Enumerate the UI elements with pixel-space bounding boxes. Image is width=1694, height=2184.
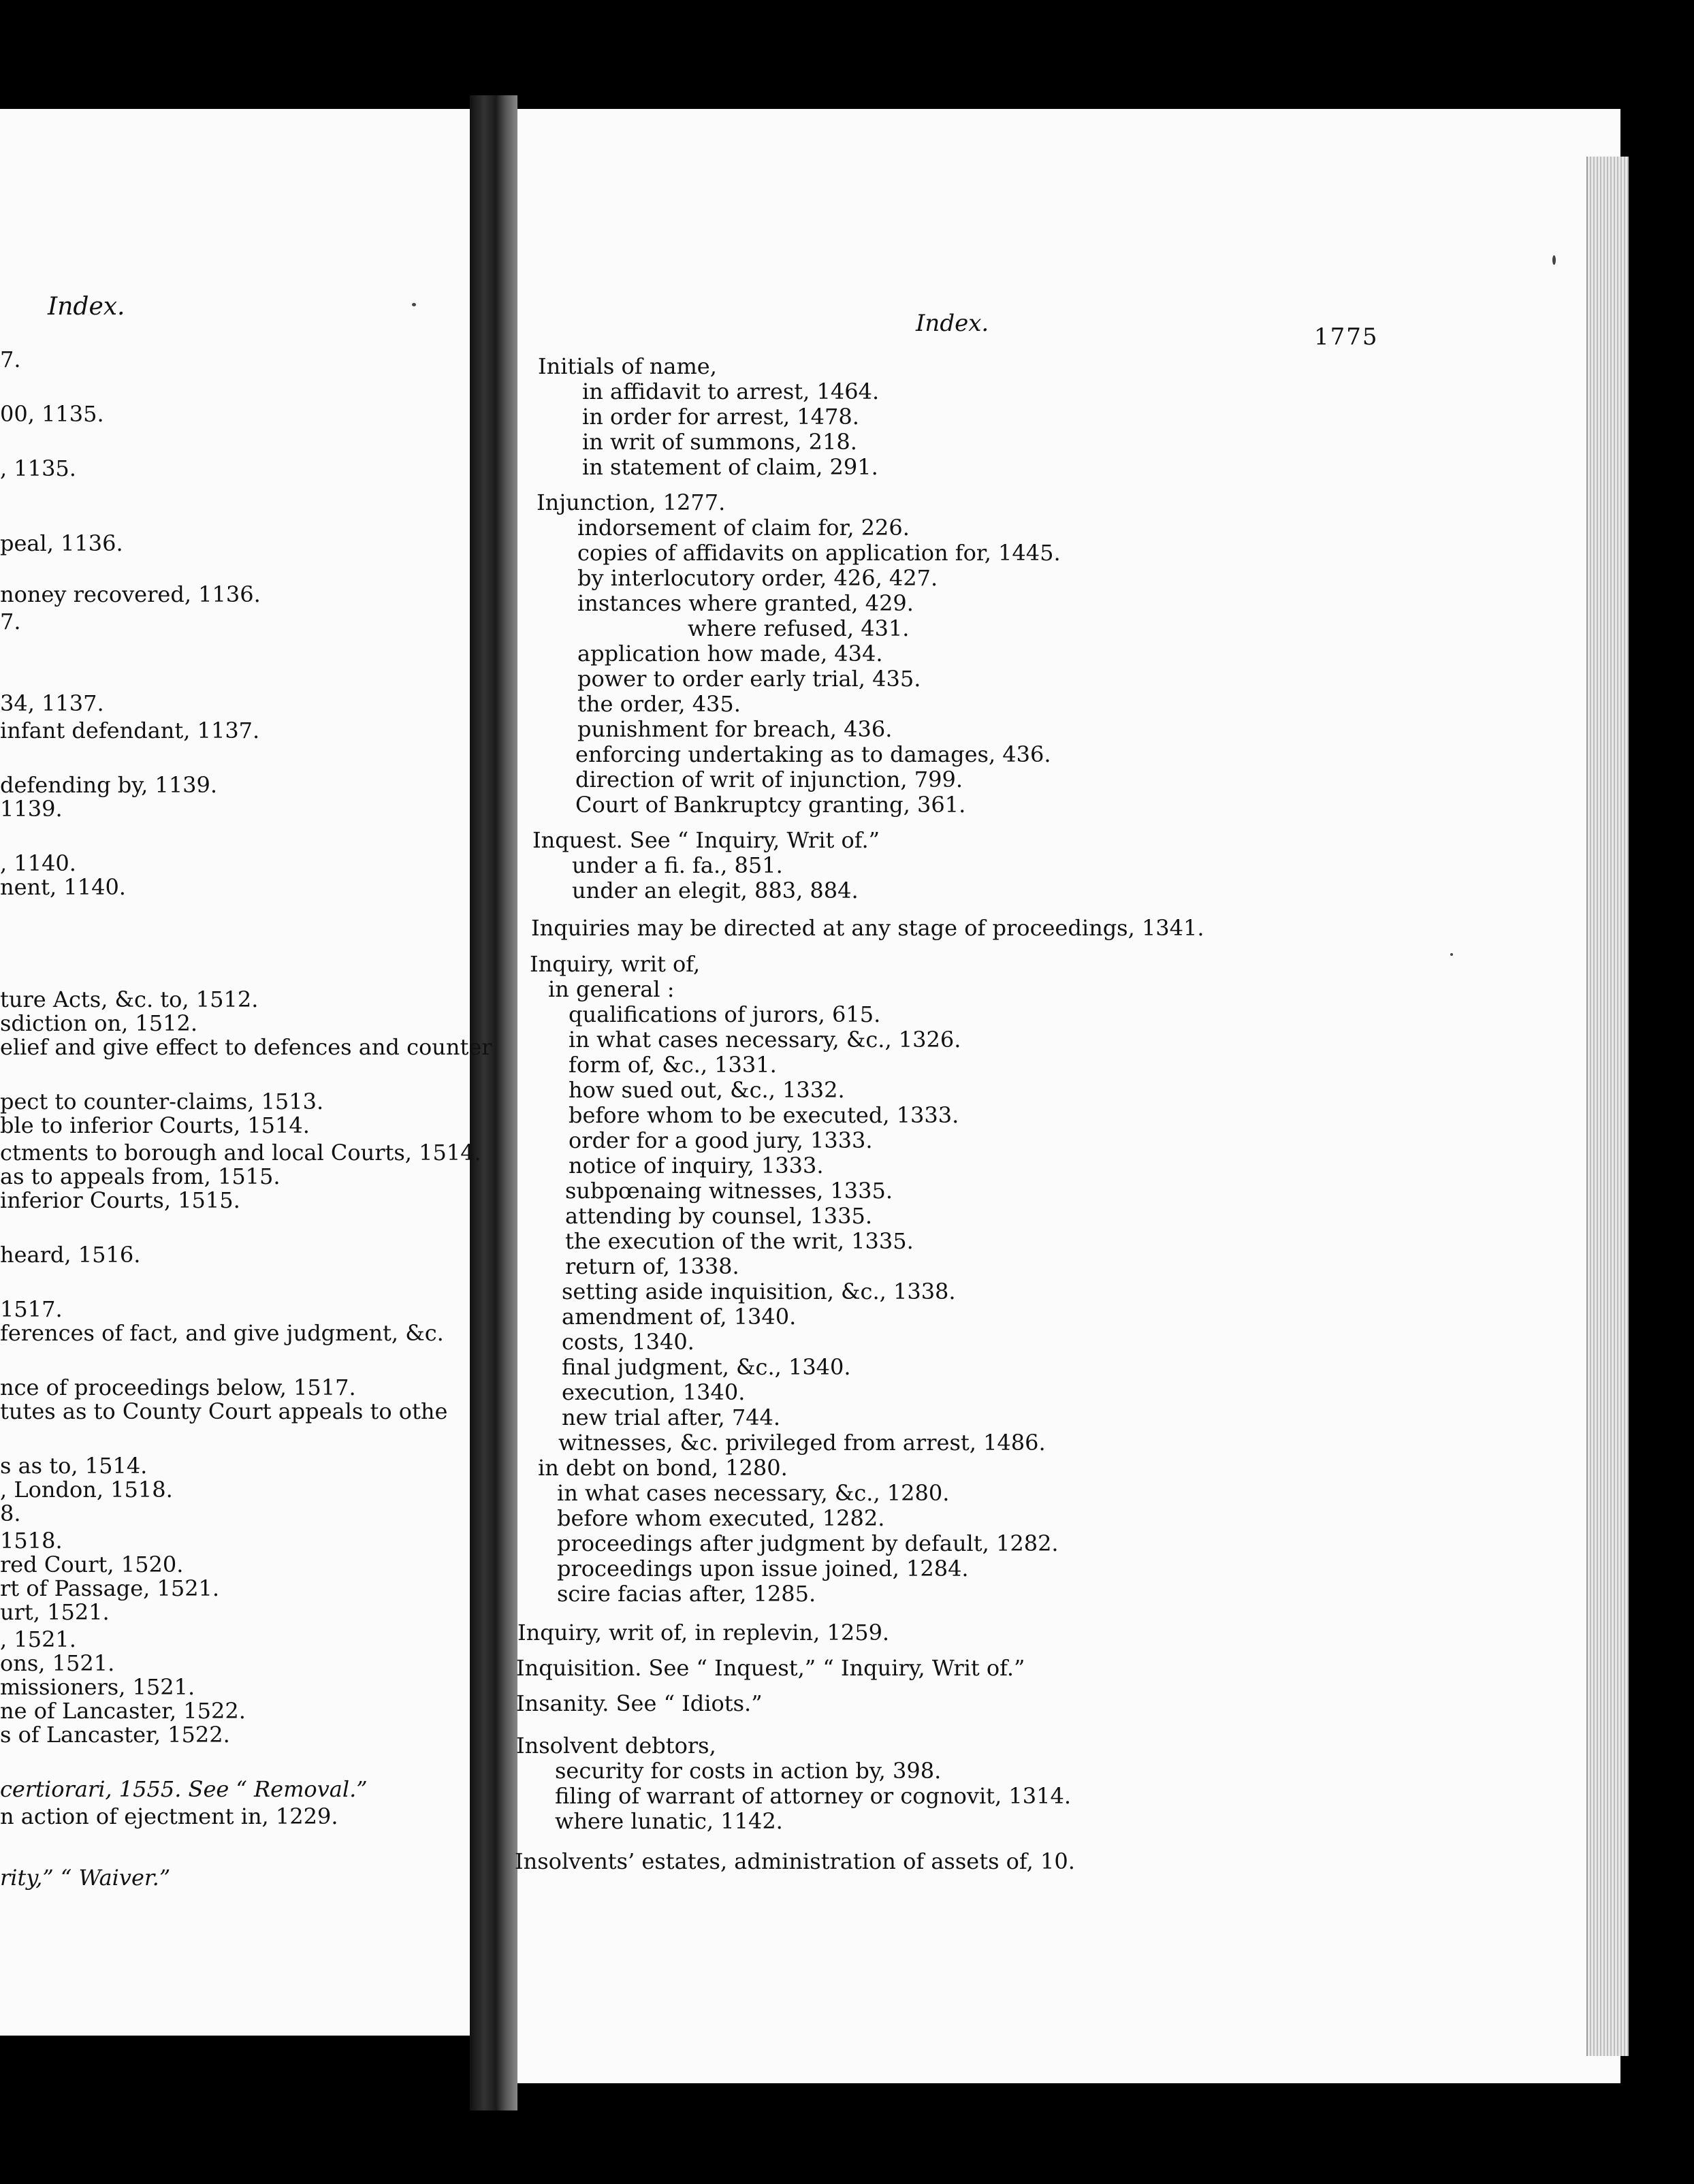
index-subentry: by interlocutory order, 426, 427. xyxy=(577,565,938,591)
index-line: ctments to borough and local Courts, 1514. xyxy=(0,1140,481,1166)
index-line: , 1521. xyxy=(0,1626,76,1652)
index-subentry: in what cases necessary, &c., 1326. xyxy=(569,1027,961,1053)
page-number: 1775 xyxy=(1314,323,1379,351)
index-line: , 1135. xyxy=(0,455,76,481)
index-subentry: security for costs in action by, 398. xyxy=(555,1758,942,1784)
index-line: sdiction on, 1512. xyxy=(0,1010,198,1036)
index-line: elief and give effect to defences and counter xyxy=(0,1034,492,1060)
index-subentry: in affidavit to arrest, 1464. xyxy=(582,379,880,404)
index-subentry: witnesses, &c. privileged from arrest, 1486. xyxy=(558,1430,1046,1456)
index-line: ne of Lancaster, 1522. xyxy=(0,1698,246,1724)
index-subentry: in statement of claim, 291. xyxy=(582,454,878,480)
index-heading: Inquiry, writ of, xyxy=(530,951,701,977)
index-subentry: the order, 435. xyxy=(577,691,741,717)
print-fleck xyxy=(1450,953,1453,956)
index-line: rt of Passage, 1521. xyxy=(0,1575,220,1601)
index-line: peal, 1136. xyxy=(0,530,123,556)
index-subentry: final judgment, &c., 1340. xyxy=(562,1354,851,1380)
index-subentry: power to order early trial, 435. xyxy=(577,666,921,692)
index-line: , London, 1518. xyxy=(0,1477,173,1503)
index-line: 7. xyxy=(0,347,21,372)
index-line: noney recovered, 1136. xyxy=(0,581,261,607)
index-subentry: Court of Bankruptcy granting, 361. xyxy=(575,792,966,818)
index-line: 00, 1135. xyxy=(0,401,104,427)
index-heading: Inquest. See “ Inquiry, Writ of.” xyxy=(532,827,880,853)
page-edges xyxy=(1586,157,1629,2056)
index-heading: Inquiries may be directed at any stage of proceedings, 1341. xyxy=(531,915,1204,941)
index-line: 1139. xyxy=(0,796,63,822)
index-subentry: in what cases necessary, &c., 1280. xyxy=(557,1480,950,1506)
index-heading: Insolvent debtors, xyxy=(516,1733,716,1759)
index-line: 1518. xyxy=(0,1528,63,1554)
index-line: red Court, 1520. xyxy=(0,1552,184,1577)
index-subentry: in writ of summons, 218. xyxy=(582,429,857,455)
index-subentry: under an elegit, 883, 884. xyxy=(572,878,859,903)
index-line: infant defendant, 1137. xyxy=(0,718,260,743)
left-running-header: Index. xyxy=(48,293,125,321)
index-line: ble to inferior Courts, 1514. xyxy=(0,1112,310,1138)
index-line: s as to, 1514. xyxy=(0,1453,148,1479)
index-line: defending by, 1139. xyxy=(0,772,218,798)
index-subentry: setting aside inquisition, &c., 1338. xyxy=(562,1279,956,1304)
index-line: 8. xyxy=(0,1500,21,1526)
index-subentry: before whom executed, 1282. xyxy=(557,1505,885,1531)
index-subentry: in order for arrest, 1478. xyxy=(582,404,859,430)
index-subentry: punishment for breach, 436. xyxy=(577,716,893,742)
index-subheading: in debt on bond, 1280. xyxy=(538,1455,788,1481)
index-heading: Insanity. See “ Idiots.” xyxy=(516,1690,763,1716)
index-line: 34, 1137. xyxy=(0,690,104,716)
index-subentry: where refused, 431. xyxy=(688,615,910,641)
index-subentry: copies of affidavits on application for, 1445. xyxy=(577,540,1061,566)
index-subentry: proceedings upon issue joined, 1284. xyxy=(557,1556,969,1581)
index-subentry: form of, &c., 1331. xyxy=(569,1052,777,1078)
index-line: nent, 1140. xyxy=(0,874,126,900)
index-heading: Injunction, 1277. xyxy=(537,489,726,515)
index-subentry: attending by counsel, 1335. xyxy=(565,1203,873,1229)
index-subentry: new trial after, 744. xyxy=(562,1404,781,1430)
index-line: ons, 1521. xyxy=(0,1650,115,1676)
right-running-header: Index. xyxy=(916,310,989,337)
index-subentry: enforcing undertaking as to damages, 436. xyxy=(575,741,1051,767)
index-line: s of Lancaster, 1522. xyxy=(0,1722,230,1748)
index-line: 1517. xyxy=(0,1296,63,1322)
index-line: ture Acts, &c. to, 1512. xyxy=(0,986,259,1012)
index-line: nce of proceedings below, 1517. xyxy=(0,1375,356,1400)
index-heading: Inquiry, writ of, in replevin, 1259. xyxy=(517,1620,890,1645)
index-subentry: return of, 1338. xyxy=(565,1253,739,1279)
book-spine xyxy=(470,95,517,2110)
index-heading: Initials of name, xyxy=(538,353,717,379)
index-subentry: notice of inquiry, 1333. xyxy=(569,1153,824,1178)
index-subentry: indorsement of claim for, 226. xyxy=(577,515,910,541)
index-line: tutes as to County Court appeals to othe xyxy=(0,1398,448,1424)
index-subentry: filing of warrant of attorney or cognovit, 1314. xyxy=(555,1783,1071,1809)
index-line: ferences of fact, and give judgment, &c. xyxy=(0,1320,444,1346)
index-subentry: scire facias after, 1285. xyxy=(557,1581,816,1607)
index-subentry: how sued out, &c., 1332. xyxy=(569,1077,845,1103)
index-line: rity,” “ Waiver.” xyxy=(0,1865,171,1891)
index-subentry: before whom to be executed, 1333. xyxy=(569,1102,959,1128)
print-fleck xyxy=(412,303,416,306)
index-subentry: order for a good jury, 1333. xyxy=(569,1127,873,1153)
index-subentry: proceedings after judgment by default, 1282. xyxy=(557,1530,1059,1556)
index-line: certiorari, 1555. See “ Removal.” xyxy=(0,1776,368,1802)
index-subentry: where lunatic, 1142. xyxy=(555,1808,783,1834)
index-subentry: subpœnaing witnesses, 1335. xyxy=(565,1178,893,1204)
index-heading: Inquisition. See “ Inquest,” “ Inquiry, Writ of.” xyxy=(516,1655,1025,1681)
index-subentry: application how made, 434. xyxy=(577,641,883,667)
index-line: as to appeals from, 1515. xyxy=(0,1163,281,1189)
index-subheading: in general : xyxy=(548,976,675,1002)
index-line: heard, 1516. xyxy=(0,1242,141,1268)
index-subentry: qualifications of jurors, 615. xyxy=(569,1001,881,1027)
index-subentry: costs, 1340. xyxy=(562,1329,694,1355)
index-subentry: amendment of, 1340. xyxy=(562,1304,797,1330)
index-line: urt, 1521. xyxy=(0,1599,110,1625)
index-subentry: execution, 1340. xyxy=(562,1379,746,1405)
index-line: , 1140. xyxy=(0,850,76,876)
index-subentry: the execution of the writ, 1335. xyxy=(565,1228,914,1254)
index-subentry: direction of writ of injunction, 799. xyxy=(575,767,963,792)
index-line: inferior Courts, 1515. xyxy=(0,1187,240,1213)
index-line: 7. xyxy=(0,609,21,635)
index-heading: Insolvents’ estates, administration of assets of, 10. xyxy=(515,1848,1075,1874)
index-subentry: under a fi. fa., 851. xyxy=(572,852,783,878)
index-line: pect to counter-claims, 1513. xyxy=(0,1089,324,1114)
print-fleck xyxy=(1552,255,1556,265)
index-line: missioners, 1521. xyxy=(0,1674,195,1700)
index-line: n action of ejectment in, 1229. xyxy=(0,1803,338,1829)
index-subentry: instances where granted, 429. xyxy=(577,590,914,616)
